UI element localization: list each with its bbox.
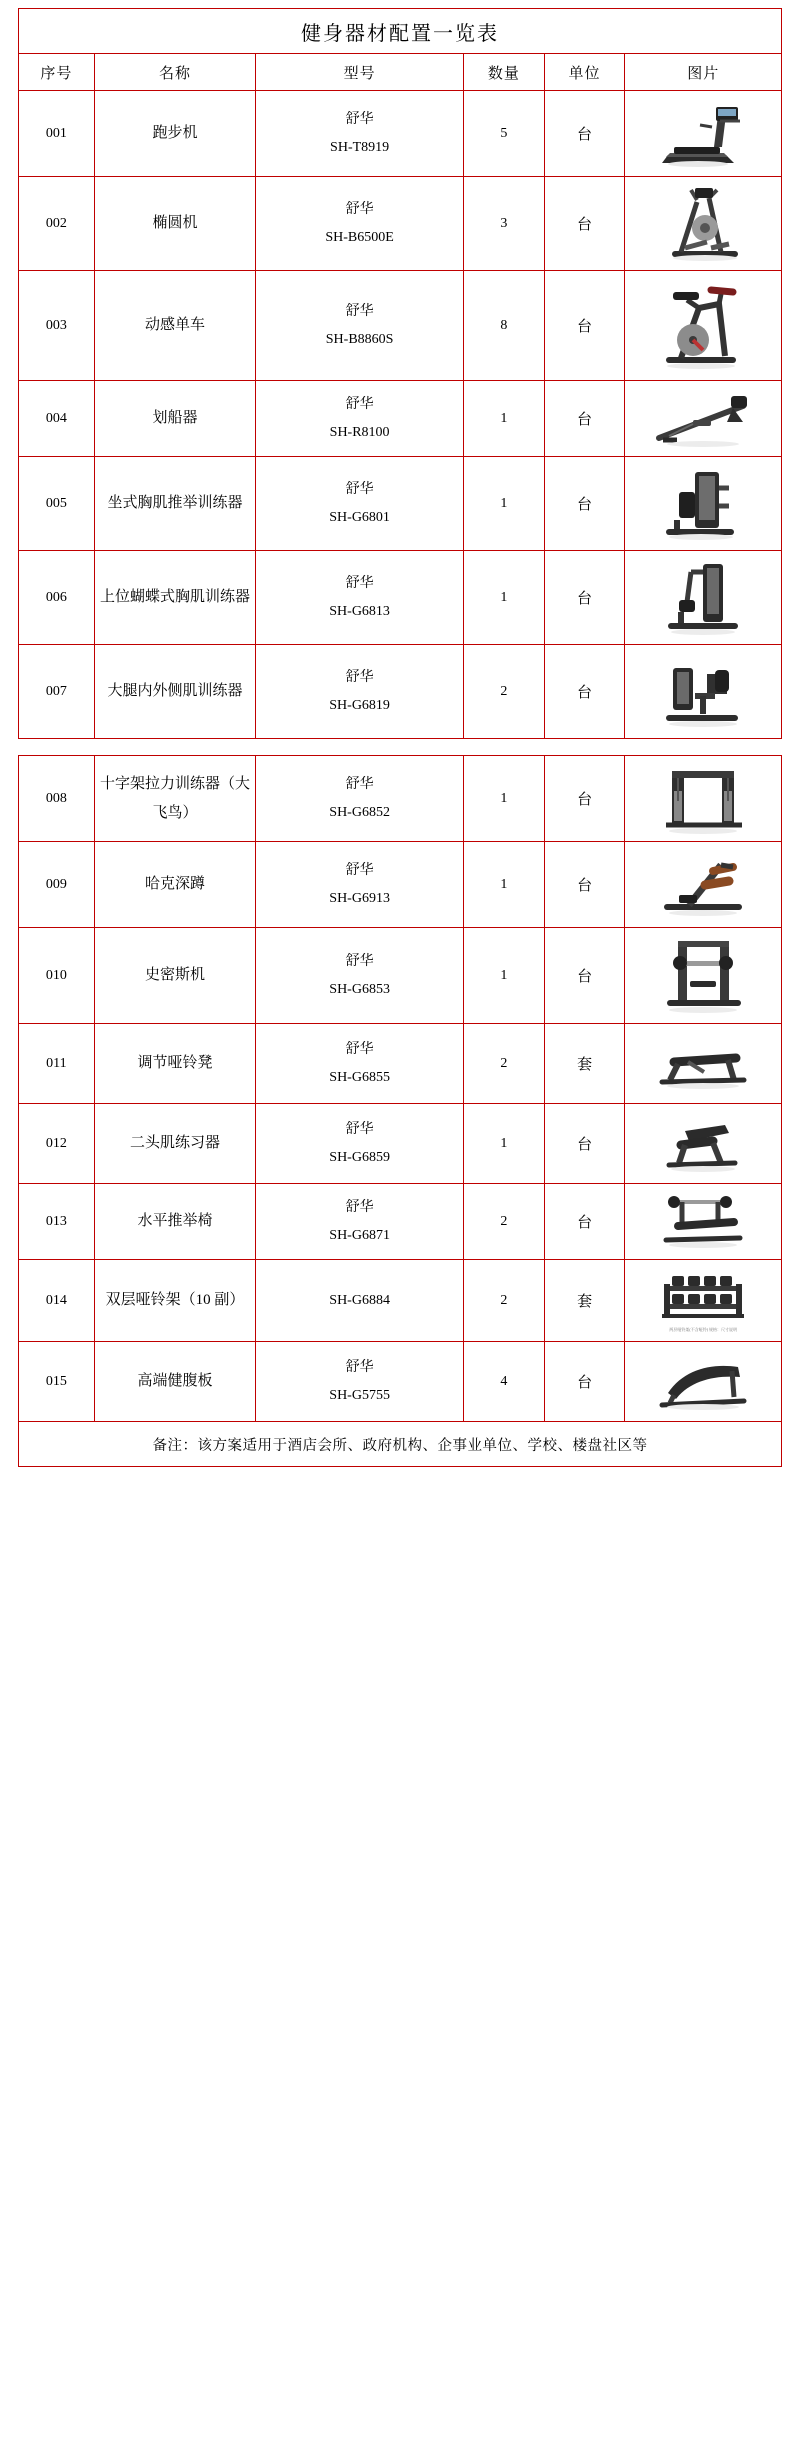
treadmill-icon bbox=[627, 97, 779, 171]
row-name: 划船器 bbox=[94, 381, 255, 457]
model-brand: 舒华 bbox=[345, 396, 374, 412]
model-brand: 舒华 bbox=[345, 111, 374, 127]
dumbbell-rack-icon bbox=[627, 1268, 779, 1332]
model-code: SH-T8919 bbox=[330, 139, 390, 155]
hip-abductor-icon bbox=[627, 652, 779, 732]
table-row bbox=[19, 91, 782, 177]
table-row bbox=[19, 1024, 782, 1104]
row-image-cell bbox=[625, 1260, 782, 1342]
row-image-cell bbox=[625, 928, 782, 1024]
row-image-cell bbox=[625, 1342, 782, 1422]
equipment-table-part2 bbox=[18, 755, 782, 1467]
row-unit: 台 bbox=[544, 381, 625, 457]
row-qty: 5 bbox=[464, 91, 545, 177]
row-unit: 台 bbox=[544, 91, 625, 177]
model-brand: 舒华 bbox=[345, 1041, 374, 1057]
model-code: SH-B8860S bbox=[325, 331, 394, 347]
row-unit: 套 bbox=[544, 1260, 625, 1342]
column-header-image: 图片 bbox=[625, 54, 782, 91]
row-name: 哈克深蹲 bbox=[94, 842, 255, 928]
row-unit: 台 bbox=[544, 1184, 625, 1260]
table-row bbox=[19, 842, 782, 928]
model-code: SH-G6855 bbox=[329, 1069, 390, 1085]
model-code: SH-G5755 bbox=[329, 1387, 390, 1403]
model-code: SH-R8100 bbox=[329, 424, 390, 440]
table-row bbox=[19, 645, 782, 739]
row-qty: 1 bbox=[464, 756, 545, 842]
row-seq: 014 bbox=[19, 1260, 95, 1342]
row-seq: 009 bbox=[19, 842, 95, 928]
row-name: 二头肌练习器 bbox=[94, 1104, 255, 1184]
rowing-machine-icon bbox=[627, 388, 779, 450]
table-row bbox=[19, 1260, 782, 1342]
table-row bbox=[19, 551, 782, 645]
row-model bbox=[256, 457, 464, 551]
model-brand: 舒华 bbox=[345, 201, 374, 217]
cable-crossover-icon bbox=[627, 761, 779, 837]
model-brand: 舒华 bbox=[345, 953, 374, 969]
row-model bbox=[256, 551, 464, 645]
row-unit: 台 bbox=[544, 551, 625, 645]
table-row bbox=[19, 756, 782, 842]
row-name: 动感单车 bbox=[94, 271, 255, 381]
row-name: 调节哑铃凳 bbox=[94, 1024, 255, 1104]
table-row bbox=[19, 381, 782, 457]
row-image-cell bbox=[625, 1184, 782, 1260]
biceps-curl-bench-icon bbox=[627, 1111, 779, 1177]
row-qty: 1 bbox=[464, 928, 545, 1024]
row-name: 上位蝴蝶式胸肌训练器 bbox=[94, 551, 255, 645]
row-unit: 台 bbox=[544, 928, 625, 1024]
row-name: 跑步机 bbox=[94, 91, 255, 177]
model-code: SH-G6813 bbox=[329, 603, 390, 619]
row-unit: 台 bbox=[544, 271, 625, 381]
model-brand: 舒华 bbox=[345, 481, 374, 497]
ab-bench-icon bbox=[627, 1351, 779, 1413]
elliptical-icon bbox=[627, 182, 779, 266]
row-unit: 套 bbox=[544, 1024, 625, 1104]
model-code: SH-G6801 bbox=[329, 509, 390, 525]
page-title: 健身器材配置一览表 bbox=[19, 9, 782, 54]
row-unit: 台 bbox=[544, 1104, 625, 1184]
row-seq: 011 bbox=[19, 1024, 95, 1104]
row-unit: 台 bbox=[544, 177, 625, 271]
table-row bbox=[19, 177, 782, 271]
row-name: 双层哑铃架（10 副） bbox=[94, 1260, 255, 1342]
row-unit: 台 bbox=[544, 1342, 625, 1422]
model-code: SH-G6884 bbox=[329, 1292, 390, 1308]
column-header-qty: 数量 bbox=[464, 54, 545, 91]
row-image-cell bbox=[625, 551, 782, 645]
flat-bench-press-icon bbox=[627, 1190, 779, 1254]
row-image-cell bbox=[625, 457, 782, 551]
row-model bbox=[256, 271, 464, 381]
row-seq: 007 bbox=[19, 645, 95, 739]
table-row bbox=[19, 271, 782, 381]
header-row bbox=[19, 54, 782, 91]
row-name: 椭圆机 bbox=[94, 177, 255, 271]
row-seq: 005 bbox=[19, 457, 95, 551]
row-name: 大腿内外侧肌训练器 bbox=[94, 645, 255, 739]
row-unit: 台 bbox=[544, 756, 625, 842]
model-brand: 舒华 bbox=[345, 1199, 374, 1215]
spin-bike-icon bbox=[627, 278, 779, 374]
row-unit: 台 bbox=[544, 842, 625, 928]
row-model bbox=[256, 177, 464, 271]
row-image-cell bbox=[625, 756, 782, 842]
row-model bbox=[256, 1342, 464, 1422]
table-section-gap bbox=[18, 739, 782, 755]
row-seq: 013 bbox=[19, 1184, 95, 1260]
row-qty: 1 bbox=[464, 381, 545, 457]
image-caption: 两层哑铃架(不含哑铃) 规格：尺寸说明 bbox=[669, 1327, 738, 1333]
table-row bbox=[19, 1342, 782, 1422]
row-model bbox=[256, 1104, 464, 1184]
row-name: 坐式胸肌推举训练器 bbox=[94, 457, 255, 551]
smith-machine-icon bbox=[627, 933, 779, 1019]
row-qty: 1 bbox=[464, 1104, 545, 1184]
row-model bbox=[256, 756, 464, 842]
row-qty: 1 bbox=[464, 551, 545, 645]
row-model bbox=[256, 645, 464, 739]
row-seq: 004 bbox=[19, 381, 95, 457]
model-brand: 舒华 bbox=[345, 303, 374, 319]
row-qty: 3 bbox=[464, 177, 545, 271]
row-model bbox=[256, 842, 464, 928]
column-header-name: 名称 bbox=[94, 54, 255, 91]
row-model bbox=[256, 1024, 464, 1104]
row-model bbox=[256, 91, 464, 177]
model-code: SH-G6913 bbox=[329, 890, 390, 906]
model-code: SH-G6819 bbox=[329, 697, 390, 713]
row-unit: 台 bbox=[544, 645, 625, 739]
model-brand: 舒华 bbox=[345, 862, 374, 878]
row-image-cell bbox=[625, 645, 782, 739]
row-qty: 1 bbox=[464, 457, 545, 551]
row-name: 十字架拉力训练器（大飞鸟） bbox=[94, 756, 255, 842]
title-row bbox=[19, 9, 782, 54]
row-seq: 008 bbox=[19, 756, 95, 842]
model-brand: 舒华 bbox=[345, 669, 374, 685]
model-brand: 舒华 bbox=[345, 776, 374, 792]
row-qty: 8 bbox=[464, 271, 545, 381]
row-image-cell bbox=[625, 1024, 782, 1104]
chest-press-icon bbox=[627, 462, 779, 546]
column-header-seq: 序号 bbox=[19, 54, 95, 91]
row-seq: 006 bbox=[19, 551, 95, 645]
model-code: SH-G6853 bbox=[329, 981, 390, 997]
pec-fly-icon bbox=[627, 556, 779, 640]
row-seq: 002 bbox=[19, 177, 95, 271]
row-model bbox=[256, 928, 464, 1024]
row-unit: 台 bbox=[544, 457, 625, 551]
note-row bbox=[19, 1422, 782, 1467]
model-brand: 舒华 bbox=[345, 1121, 374, 1137]
row-image-cell bbox=[625, 91, 782, 177]
footer-note: 备注：该方案适用于酒店会所、政府机构、企事业单位、学校、楼盘社区等 bbox=[19, 1422, 782, 1467]
model-brand: 舒华 bbox=[345, 1359, 374, 1375]
row-image-cell bbox=[625, 1104, 782, 1184]
table-row bbox=[19, 1104, 782, 1184]
row-image-cell bbox=[625, 842, 782, 928]
column-header-unit: 单位 bbox=[544, 54, 625, 91]
model-code: SH-G6871 bbox=[329, 1227, 390, 1243]
column-header-model: 型号 bbox=[256, 54, 464, 91]
row-qty: 2 bbox=[464, 1184, 545, 1260]
model-code: SH-B6500E bbox=[325, 229, 394, 245]
row-seq: 012 bbox=[19, 1104, 95, 1184]
equipment-table-part1 bbox=[18, 8, 782, 739]
model-code: SH-G6852 bbox=[329, 804, 390, 820]
row-image-cell bbox=[625, 271, 782, 381]
row-qty: 2 bbox=[464, 1024, 545, 1104]
row-qty: 2 bbox=[464, 645, 545, 739]
adjustable-bench-icon bbox=[627, 1034, 779, 1094]
row-name: 史密斯机 bbox=[94, 928, 255, 1024]
model-brand: 舒华 bbox=[345, 575, 374, 591]
row-qty: 2 bbox=[464, 1260, 545, 1342]
row-image-cell bbox=[625, 381, 782, 457]
hack-squat-icon bbox=[627, 847, 779, 923]
table-row bbox=[19, 457, 782, 551]
row-name: 高端健腹板 bbox=[94, 1342, 255, 1422]
row-qty: 1 bbox=[464, 842, 545, 928]
table-row bbox=[19, 1184, 782, 1260]
row-seq: 010 bbox=[19, 928, 95, 1024]
row-model bbox=[256, 381, 464, 457]
row-seq: 001 bbox=[19, 91, 95, 177]
model-code: SH-G6859 bbox=[329, 1149, 390, 1165]
row-name: 水平推举椅 bbox=[94, 1184, 255, 1260]
row-qty: 4 bbox=[464, 1342, 545, 1422]
table-row bbox=[19, 928, 782, 1024]
row-seq: 003 bbox=[19, 271, 95, 381]
row-image-cell bbox=[625, 177, 782, 271]
row-model bbox=[256, 1184, 464, 1260]
row-seq: 015 bbox=[19, 1342, 95, 1422]
row-model bbox=[256, 1260, 464, 1342]
